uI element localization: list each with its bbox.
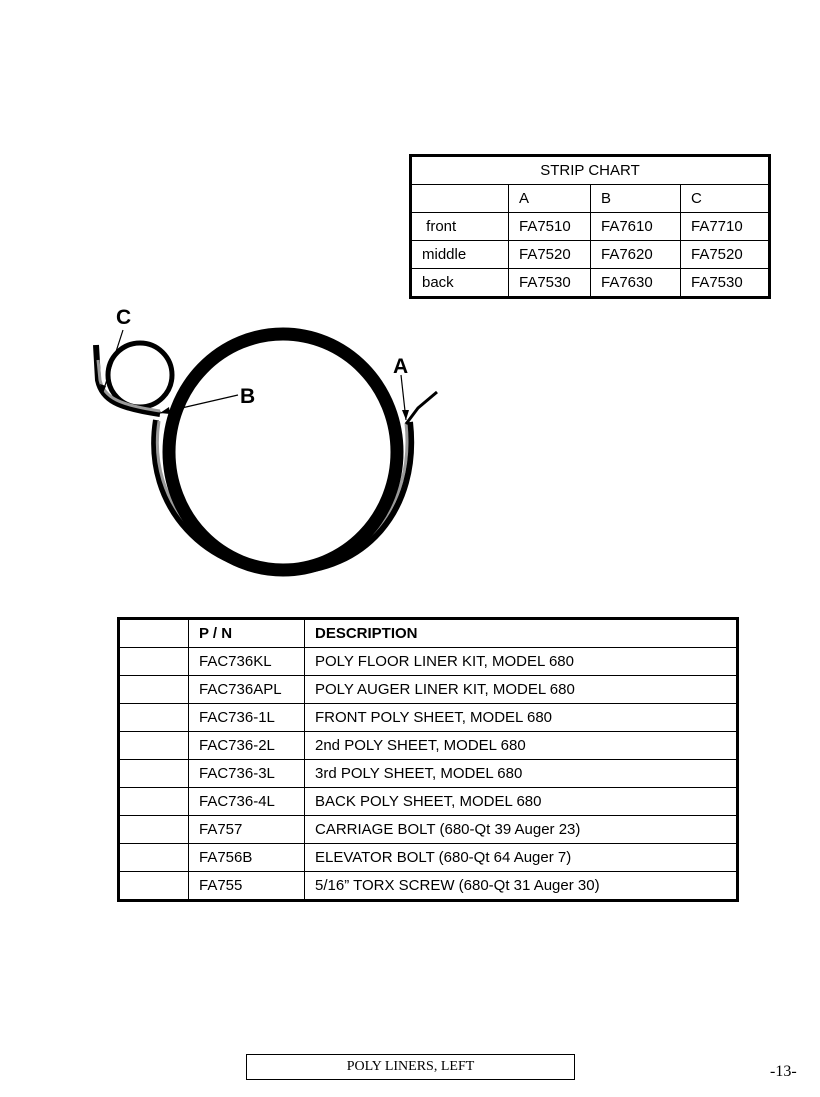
strip-chart-row [411, 269, 770, 298]
parts-description-cell: ELEVATOR BOLT (680-Qt 64 Auger 7) [305, 844, 738, 872]
parts-description-cell: POLY AUGER LINER KIT, MODEL 680 [305, 676, 738, 704]
strip-chart-title: STRIP CHART [411, 156, 770, 185]
strip-chart-row-label: middle [411, 241, 509, 269]
parts-description-cell: 2nd POLY SHEET, MODEL 680 [305, 732, 738, 760]
callout-b-arrowhead [160, 407, 170, 414]
table-row [119, 788, 738, 816]
parts-description-cell: FRONT POLY SHEET, MODEL 680 [305, 704, 738, 732]
strip-chart-row [411, 241, 770, 269]
floor-liner-outer-edge [154, 420, 411, 572]
floor-liner-strip [157, 421, 407, 568]
strip-chart-row-label: front [411, 213, 509, 241]
strip-chart-col-b: B [591, 185, 681, 213]
callout-b-arrow [160, 395, 238, 413]
callout-b-label: B [240, 385, 256, 408]
parts-pn-cell: FAC736KL [189, 648, 305, 676]
page-footer-title: POLY LINERS, LEFT [246, 1054, 575, 1080]
parts-pn-cell: FAC736-1L [189, 704, 305, 732]
parts-header-pn: P / N [189, 619, 305, 648]
parts-pn-cell: FA755 [189, 872, 305, 901]
parts-description-cell: 3rd POLY SHEET, MODEL 680 [305, 760, 738, 788]
parts-item-cell [119, 760, 189, 788]
parts-item-cell [119, 788, 189, 816]
strip-chart-cell: FA7630 [591, 269, 681, 298]
table-row [119, 732, 738, 760]
page-number: -13- [770, 1063, 797, 1080]
parts-item-cell [119, 844, 189, 872]
table-row [119, 704, 738, 732]
parts-pn-cell: FA756B [189, 844, 305, 872]
strip-chart-cell: FA7530 [681, 269, 770, 298]
strip-chart-cell: FA7520 [681, 241, 770, 269]
strip-chart-row [411, 213, 770, 241]
callout-c-label: C [116, 306, 132, 329]
parts-description-cell: 5/16” TORX SCREW (680-Qt 31 Auger 30) [305, 872, 738, 901]
strip-chart-header-row [411, 185, 770, 213]
poly-liner-diagram [80, 300, 460, 590]
parts-header-description: DESCRIPTION [305, 619, 738, 648]
parts-item-cell [119, 816, 189, 844]
table-row [119, 760, 738, 788]
parts-description-cell: CARRIAGE BOLT (680-Qt 39 Auger 23) [305, 816, 738, 844]
parts-description-cell: POLY FLOOR LINER KIT, MODEL 680 [305, 648, 738, 676]
parts-item-cell [119, 704, 189, 732]
auger-tube-circle [108, 343, 172, 407]
parts-pn-cell: FAC736APL [189, 676, 305, 704]
parts-pn-cell: FA757 [189, 816, 305, 844]
right-flange-edge [406, 392, 437, 424]
strip-chart-title-row [411, 156, 770, 185]
parts-pn-cell: FAC736-3L [189, 760, 305, 788]
strip-chart-cell: FA7520 [509, 241, 591, 269]
strip-chart-corner-cell [411, 185, 509, 213]
parts-item-cell [119, 676, 189, 704]
table-row [119, 676, 738, 704]
parts-item-cell [119, 872, 189, 901]
parts-item-cell [119, 648, 189, 676]
parts-pn-cell: FAC736-2L [189, 732, 305, 760]
strip-chart-col-c: C [681, 185, 770, 213]
floor-tube-circle [169, 334, 397, 570]
strip-chart-row-label: back [411, 269, 509, 298]
parts-list-table [117, 617, 739, 902]
parts-table-header-row [119, 619, 738, 648]
strip-chart-cell: FA7510 [509, 213, 591, 241]
strip-chart-col-a: A [509, 185, 591, 213]
strip-chart-table [409, 154, 771, 299]
strip-chart-cell: FA7620 [591, 241, 681, 269]
parts-description-cell: BACK POLY SHEET, MODEL 680 [305, 788, 738, 816]
strip-chart-cell: FA7530 [509, 269, 591, 298]
table-row [119, 648, 738, 676]
callout-a-label: A [393, 355, 409, 378]
callout-c-arrow [102, 330, 123, 395]
parts-item-cell [119, 732, 189, 760]
table-row [119, 844, 738, 872]
table-row [119, 816, 738, 844]
strip-chart-cell: FA7710 [681, 213, 770, 241]
callout-a-arrowhead [402, 410, 409, 420]
strip-chart-cell: FA7610 [591, 213, 681, 241]
parts-header-item [119, 619, 189, 648]
parts-pn-cell: FAC736-4L [189, 788, 305, 816]
table-row [119, 872, 738, 901]
